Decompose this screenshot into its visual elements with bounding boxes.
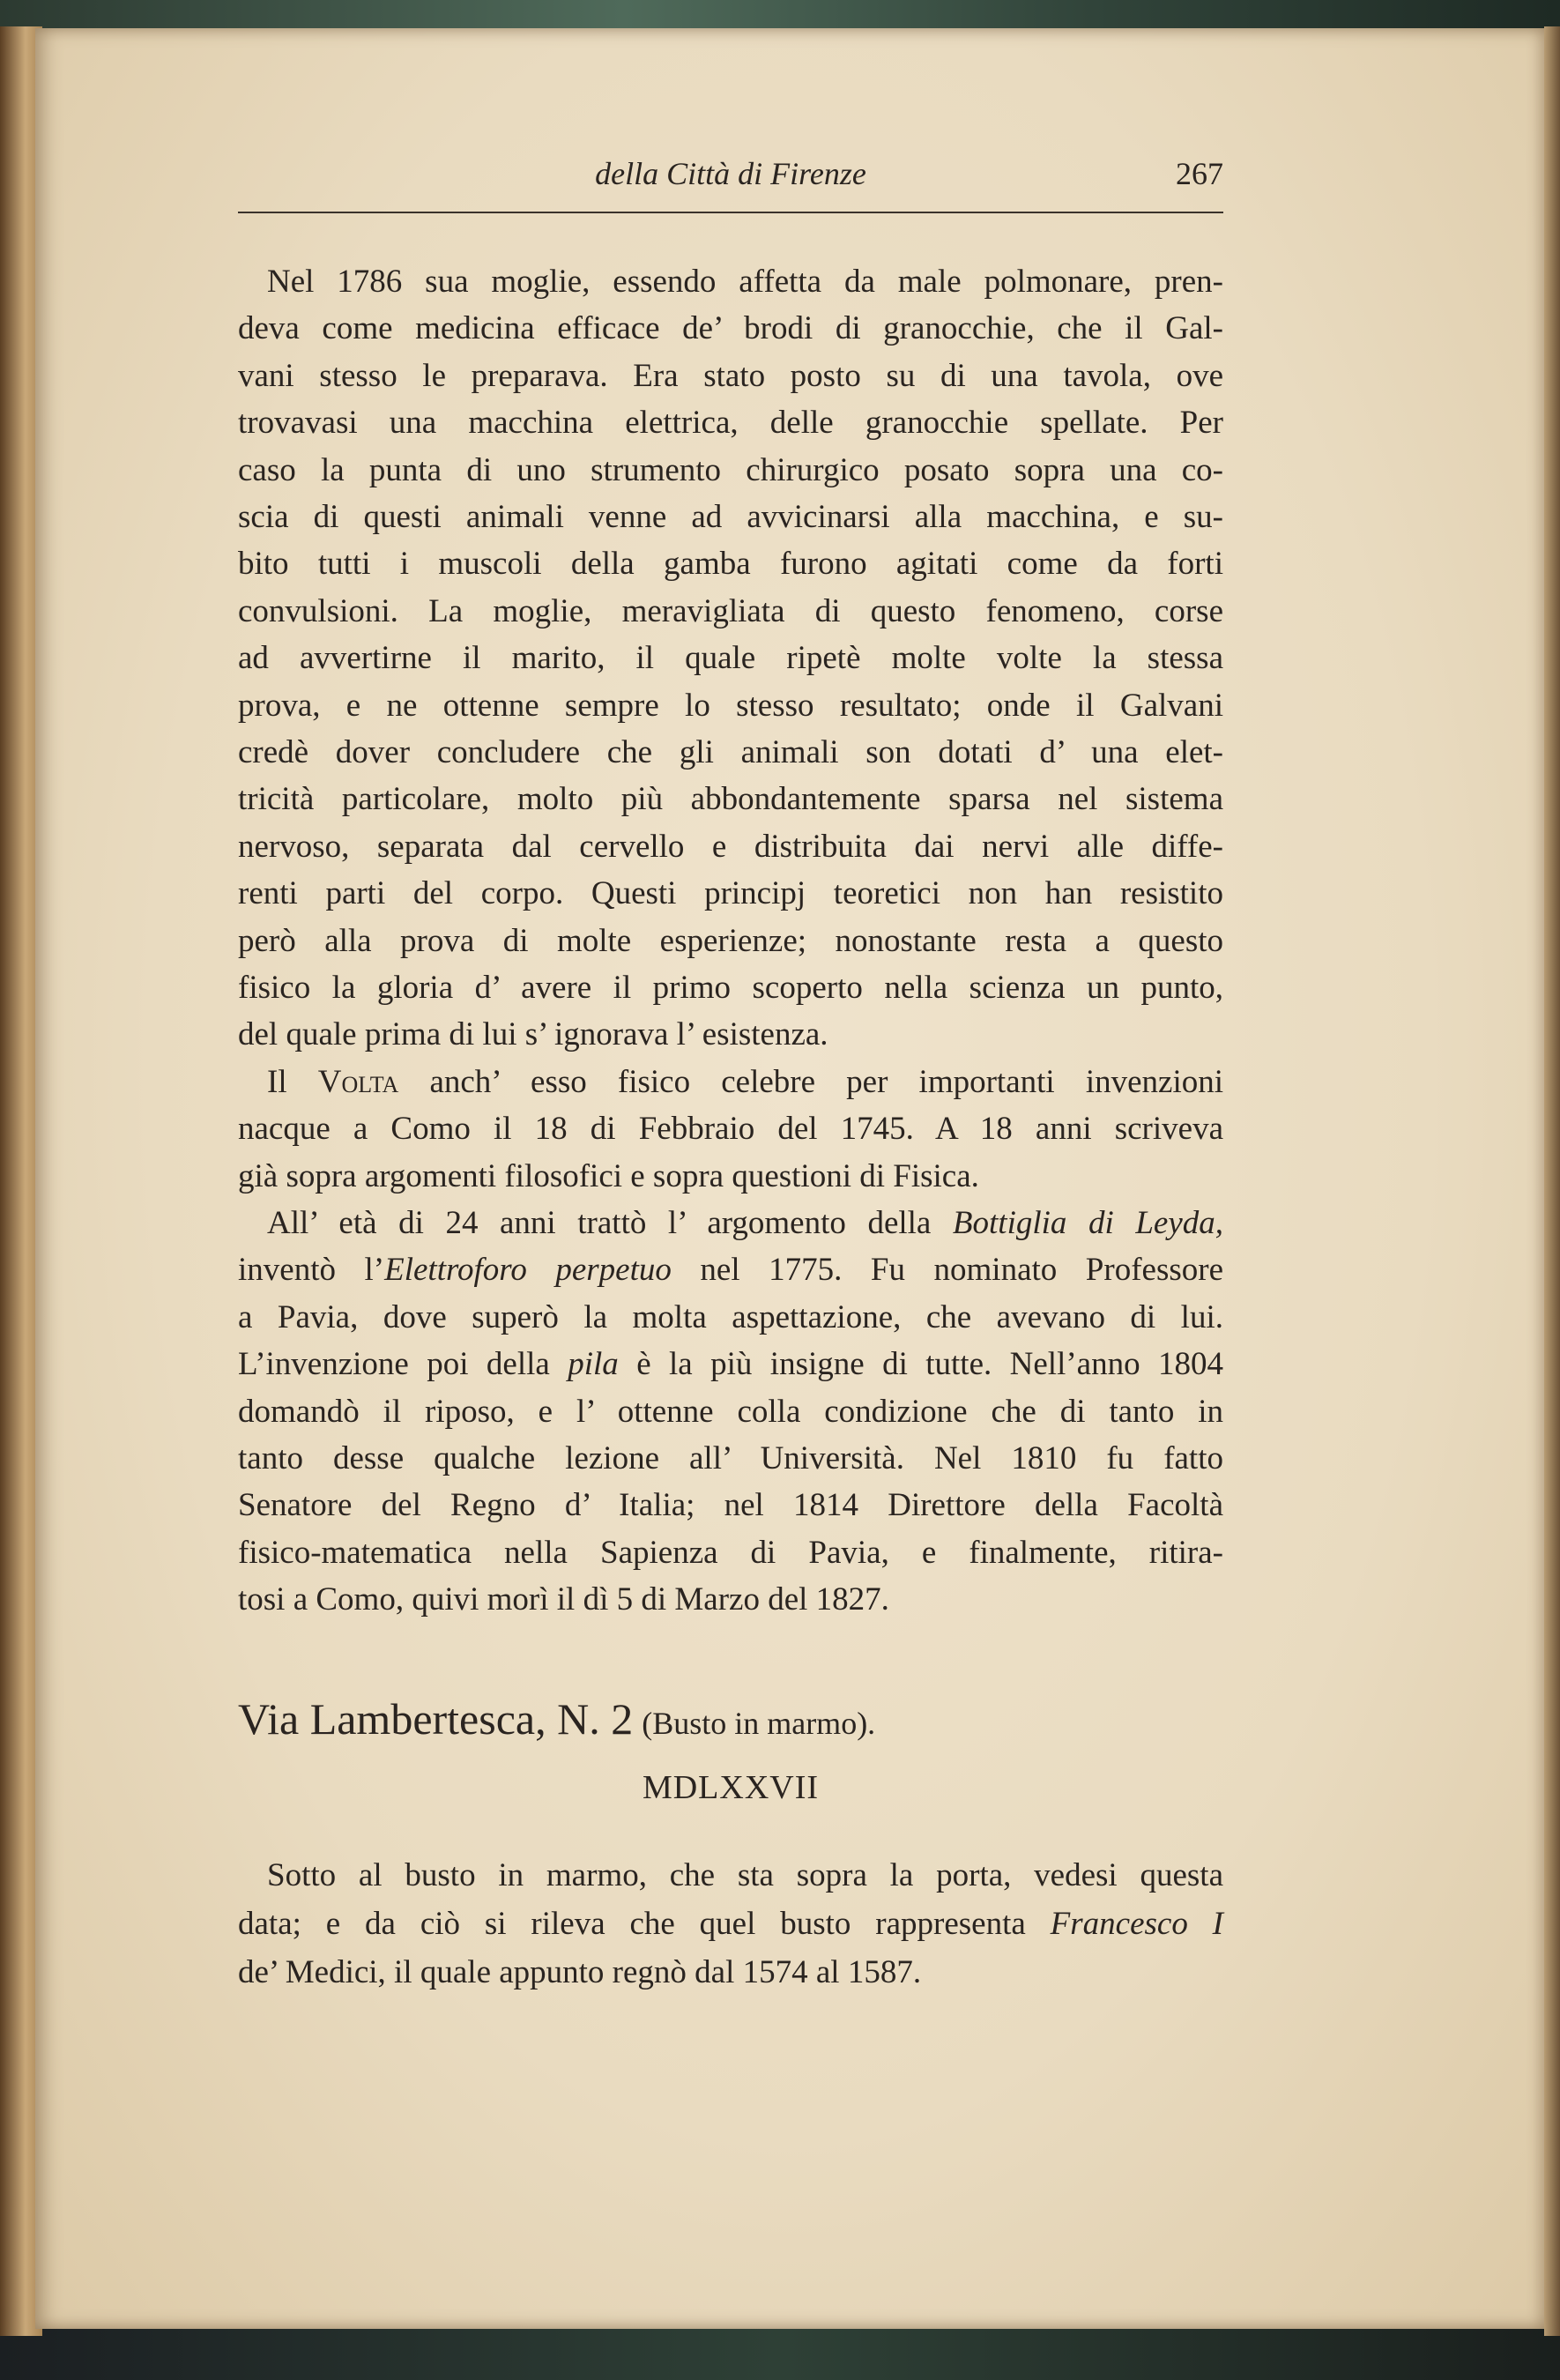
text-line bbox=[267, 258, 1223, 306]
text-segment: fisico la gloria d’ avere il primo scoperto nella scienza un punto, bbox=[238, 970, 1223, 1006]
text-segment: è la più insigne di tutte. Nell’anno 1804 bbox=[618, 1346, 1223, 1383]
text-segment: renti parti del corpo. Questi principj teoretici non han resistito bbox=[238, 875, 1223, 912]
running-head-title: della Città di Firenze bbox=[595, 156, 866, 191]
text-line bbox=[238, 1529, 1223, 1577]
running-head bbox=[238, 155, 1223, 199]
text-segment: scia di questi animali venne ad avvicinarsi alla macchina, e su- bbox=[238, 499, 1223, 535]
text-segment: L’invenzione poi della bbox=[238, 1346, 568, 1383]
text-segment: Senatore del Regno d’ Italia; nel 1814 Direttore della Facoltà bbox=[238, 1487, 1223, 1524]
text-segment: a Pavia, dove superò la molta aspettazione, che avevano di lui. bbox=[238, 1298, 1223, 1335]
text-line bbox=[238, 1435, 1223, 1483]
text-line bbox=[238, 1294, 1223, 1342]
text-segment: Il bbox=[267, 1063, 318, 1100]
text-line bbox=[238, 1900, 1223, 1948]
text-segment: nel 1775. Fu nominato Professore bbox=[671, 1252, 1223, 1289]
text-line bbox=[238, 964, 1223, 1012]
text-line bbox=[238, 588, 1223, 636]
text-line bbox=[238, 353, 1223, 400]
text-segment: domandò il riposo, e l’ ottenne colla condizione che di tanto in bbox=[238, 1393, 1223, 1430]
text-line bbox=[267, 1852, 1223, 1900]
text-line bbox=[238, 1949, 1223, 1997]
text-line bbox=[238, 447, 1223, 495]
text-segment: ad avvertirne il marito, il quale ripetè molte volte la stessa bbox=[238, 640, 1223, 677]
text-segment: tosi a Como, quivi morì il dì 5 di Marzo del 1827. bbox=[238, 1581, 889, 1618]
small-caps-text: Volta bbox=[317, 1063, 399, 1100]
text-line bbox=[267, 1059, 1223, 1106]
scan-bottom-edge bbox=[0, 2327, 1560, 2380]
inscription-date: MDLXXVII bbox=[642, 1769, 820, 1806]
text-segment: prova, e ne ottenne sempre lo stesso resultato; onde il Galvani bbox=[238, 687, 1223, 724]
text-segment: però alla prova di molte esperienze; nonostante resta a questo bbox=[238, 922, 1223, 959]
text-segment: del quale prima di lui s’ ignorava l’ esistenza. bbox=[238, 1016, 828, 1053]
text-line bbox=[238, 494, 1223, 541]
text-line bbox=[238, 1105, 1223, 1153]
text-segment: tanto desse qualche lezione all’ Università. Nel 1810 fu fatto bbox=[238, 1440, 1223, 1476]
header-rule bbox=[238, 212, 1223, 213]
text-segment: già sopra argomenti filosofici e sopra questioni di Fisica. bbox=[238, 1157, 979, 1194]
text-line bbox=[238, 1341, 1223, 1388]
text-line bbox=[238, 729, 1223, 777]
text-segment: de’ Medici, il quale appunto regnò dal 1574 al 1587. bbox=[238, 1954, 922, 1990]
text-segment: nacque a Como il 18 di Febbraio del 1745. A 18 anni scriveva bbox=[238, 1111, 1223, 1148]
text-line bbox=[238, 776, 1223, 823]
text-line bbox=[267, 1200, 1223, 1247]
page-number: 267 bbox=[1176, 156, 1223, 191]
text-segment: Nel 1786 sua moglie, essendo affetta da male polmonare, pren- bbox=[267, 264, 1223, 300]
section-subheading: (Busto in marmo). bbox=[642, 1706, 876, 1741]
page-right-edge bbox=[1544, 26, 1560, 2336]
text-segment: bito tutti i muscoli della gamba furono agitati come da forti bbox=[238, 546, 1223, 583]
text-line bbox=[238, 1576, 1223, 1624]
text-segment: credè dover concludere che gli animali son dotati d’ una elet- bbox=[238, 734, 1223, 770]
text-line bbox=[238, 305, 1223, 353]
text-segment: anch’ esso fisico celebre per importanti invenzioni bbox=[398, 1063, 1224, 1100]
text-line bbox=[238, 540, 1223, 588]
text-line bbox=[238, 870, 1223, 918]
italic-text: Bottiglia di Leyda, bbox=[952, 1205, 1223, 1241]
text-line bbox=[238, 399, 1223, 447]
italic-text: Francesco I bbox=[1050, 1906, 1223, 1942]
text-segment: trovavasi una macchina elettrica, delle granocchie spellate. Per bbox=[238, 405, 1223, 442]
text-segment: deva come medicina efficace de’ brodi di granocchie, che il Gal- bbox=[238, 310, 1223, 347]
text-line bbox=[238, 1482, 1223, 1529]
text-segment: caso la punta di uno strumento chirurgico posato sopra una co- bbox=[238, 451, 1223, 488]
text-segment: vani stesso le preparava. Era stato posto su di una tavola, ove bbox=[238, 357, 1223, 394]
section-heading bbox=[238, 1691, 875, 1752]
text-line bbox=[238, 823, 1223, 871]
text-segment: nervoso, separata dal cervello e distribuita dai nervi alle diffe- bbox=[238, 828, 1223, 865]
text-line bbox=[238, 635, 1223, 682]
text-segment: inventò l’ bbox=[238, 1252, 385, 1289]
text-segment: tricità particolare, molto più abbondantemente sparsa nel sistema bbox=[238, 781, 1223, 818]
text-line bbox=[238, 1011, 1223, 1059]
text-line bbox=[238, 1388, 1223, 1436]
text-line bbox=[238, 1153, 1223, 1201]
italic-text: pila bbox=[568, 1346, 619, 1383]
text-line bbox=[238, 682, 1223, 730]
text-segment: All’ età di 24 anni trattò l’ argomento della bbox=[267, 1205, 953, 1241]
text-segment: Sotto al busto in marmo, che sta sopra la porta, vedesi questa bbox=[267, 1857, 1223, 1893]
text-line bbox=[238, 918, 1223, 965]
italic-text: Elettroforo perpetuo bbox=[384, 1252, 672, 1289]
text-segment: fisico-matematica nella Sapienza di Pavia, e finalmente, ritira- bbox=[238, 1534, 1223, 1571]
text-line bbox=[238, 1246, 1223, 1294]
section-heading-title: Via Lambertesca, N. 2 bbox=[238, 1694, 634, 1744]
text-segment: convulsioni. La moglie, meravigliata di questo fenomeno, corse bbox=[238, 592, 1223, 629]
text-segment: data; e da ciò si rileva che quel busto rappresenta bbox=[238, 1906, 1051, 1942]
